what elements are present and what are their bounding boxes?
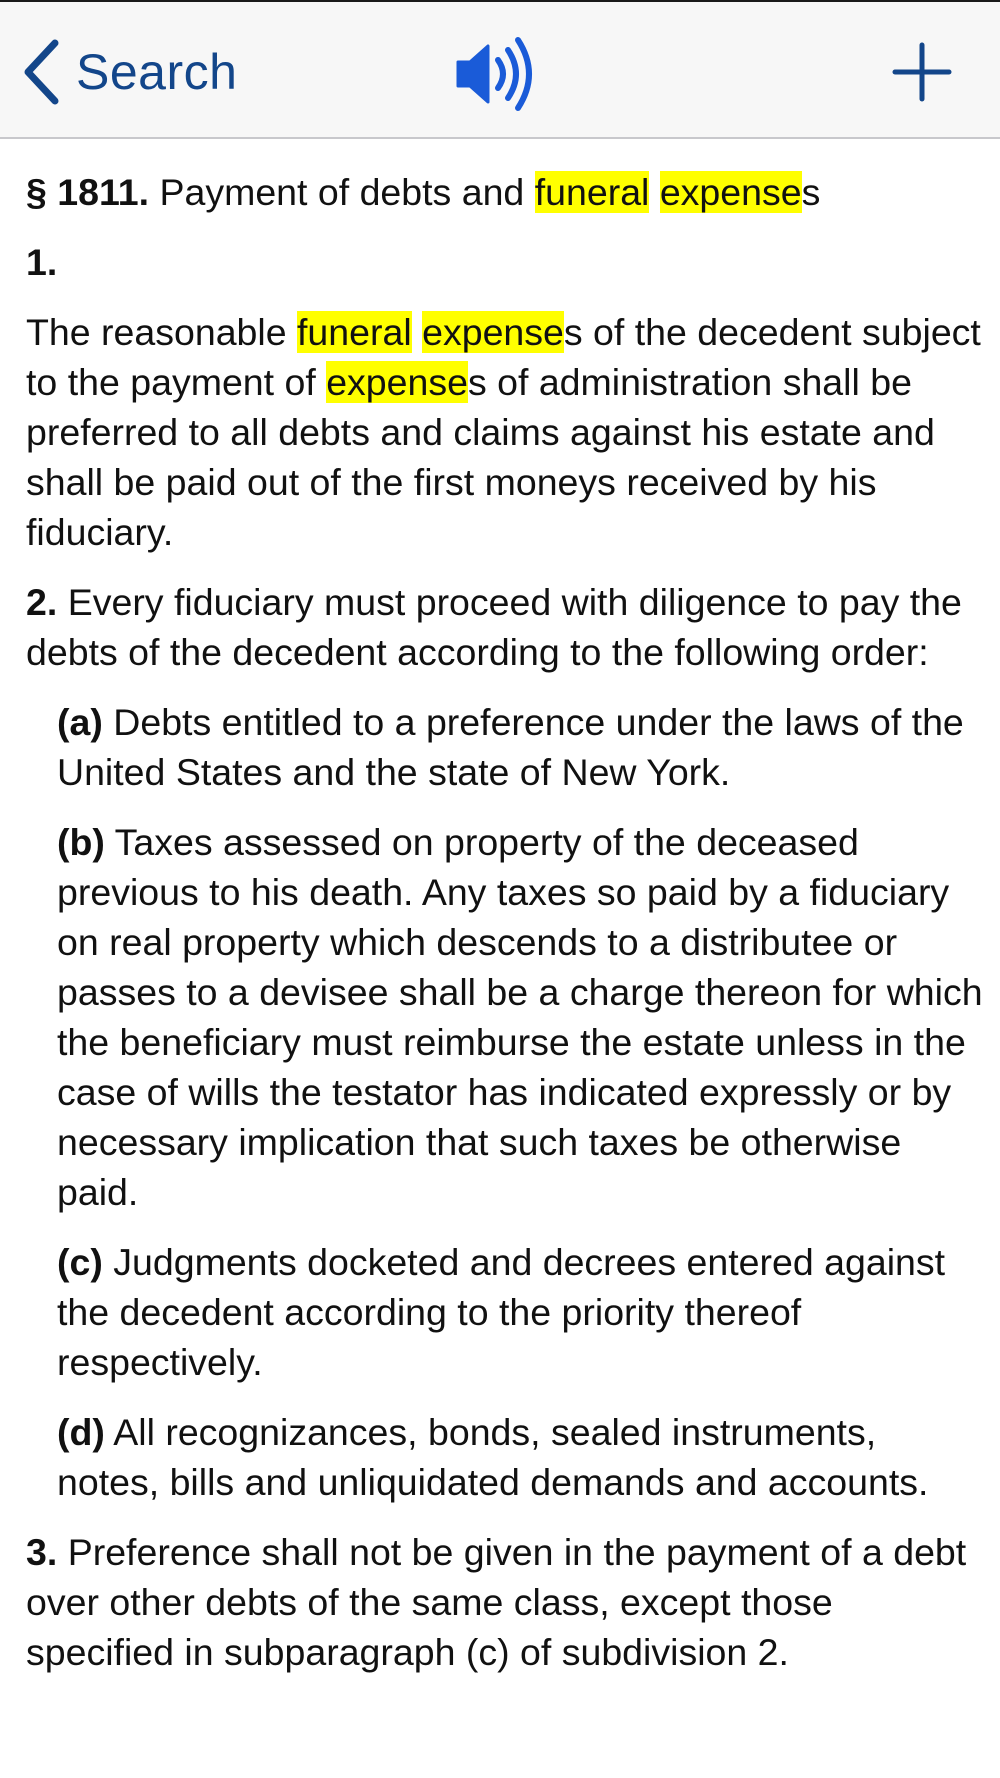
subparagraph-b [57,817,986,1217]
section-title-suffix: s [801,171,821,213]
subparagraph-d-label: (d) [57,1411,105,1453]
subdivision-2 [26,577,986,677]
subdivision-2-text: Every fiduciary must proceed with diligence to pay the debts of the decedent according to the following order: [26,581,962,673]
subparagraph-d [57,1407,986,1507]
search-highlight: expense [326,361,468,403]
navigation-bar [0,2,1000,139]
search-highlight: expense [422,311,564,353]
search-highlight: funeral [534,171,650,213]
subparagraph-a-label: (a) [57,701,103,743]
speaker-button[interactable] [452,34,546,114]
subdivision-3-text: Preference shall not be given in the payment of a debt over other debts of the same class, except those specified in subparagraph (c) of subdivision 2. [26,1531,967,1673]
back-button[interactable] [22,32,237,112]
add-button[interactable] [892,42,952,102]
subdivision-3-number: 3. [26,1531,58,1573]
subdivision-1-number: 1. [26,241,58,283]
speaker-icon [452,101,546,118]
search-highlight: funeral [297,311,412,353]
subparagraph-a-text: Debts entitled to a preference under the laws of the United States and the state of New York. [57,701,964,793]
subparagraph-c-text: Judgments docketed and decrees entered against the decedent according to the priority thereof respectively. [57,1241,946,1383]
section-title-prefix: Payment of debts and [159,171,525,213]
subdivision-3 [26,1527,986,1677]
plus-icon [892,89,952,106]
back-button-label: Search [76,44,238,100]
subparagraph-b-text: Taxes assessed on property of the deceased previous to his death. Any taxes so paid by a fiduciary on real property which descends to a distributee or passes to a devisee shall be a charge thereon for which the beneficiary must reimburse the estate unless in the case of wills the testator has indicated expressly or by necessary implication that such taxes be otherwise paid. [57,821,983,1213]
subdivision-1-text: The reasonable funeral expenses of the decedent subject to the payment of expenses of administration shall be preferred to all debts and claims against his estate and shall be paid out of the first moneys received by his fiduciary. [26,311,981,553]
search-highlight: expense [659,171,802,213]
statute-content [26,139,986,1677]
section-heading [26,167,986,217]
subparagraph-c-label: (c) [57,1241,103,1283]
chevron-left-icon [22,39,60,105]
subparagraph-a [57,697,986,797]
subparagraph-b-label: (b) [57,821,105,863]
subdivision-2-number: 2. [26,581,58,623]
subparagraph-c [57,1237,986,1387]
section-number: § 1811. [26,171,150,213]
subparagraph-d-text: All recognizances, bonds, sealed instruments, notes, bills and unliquidated demands and accounts. [57,1411,929,1503]
